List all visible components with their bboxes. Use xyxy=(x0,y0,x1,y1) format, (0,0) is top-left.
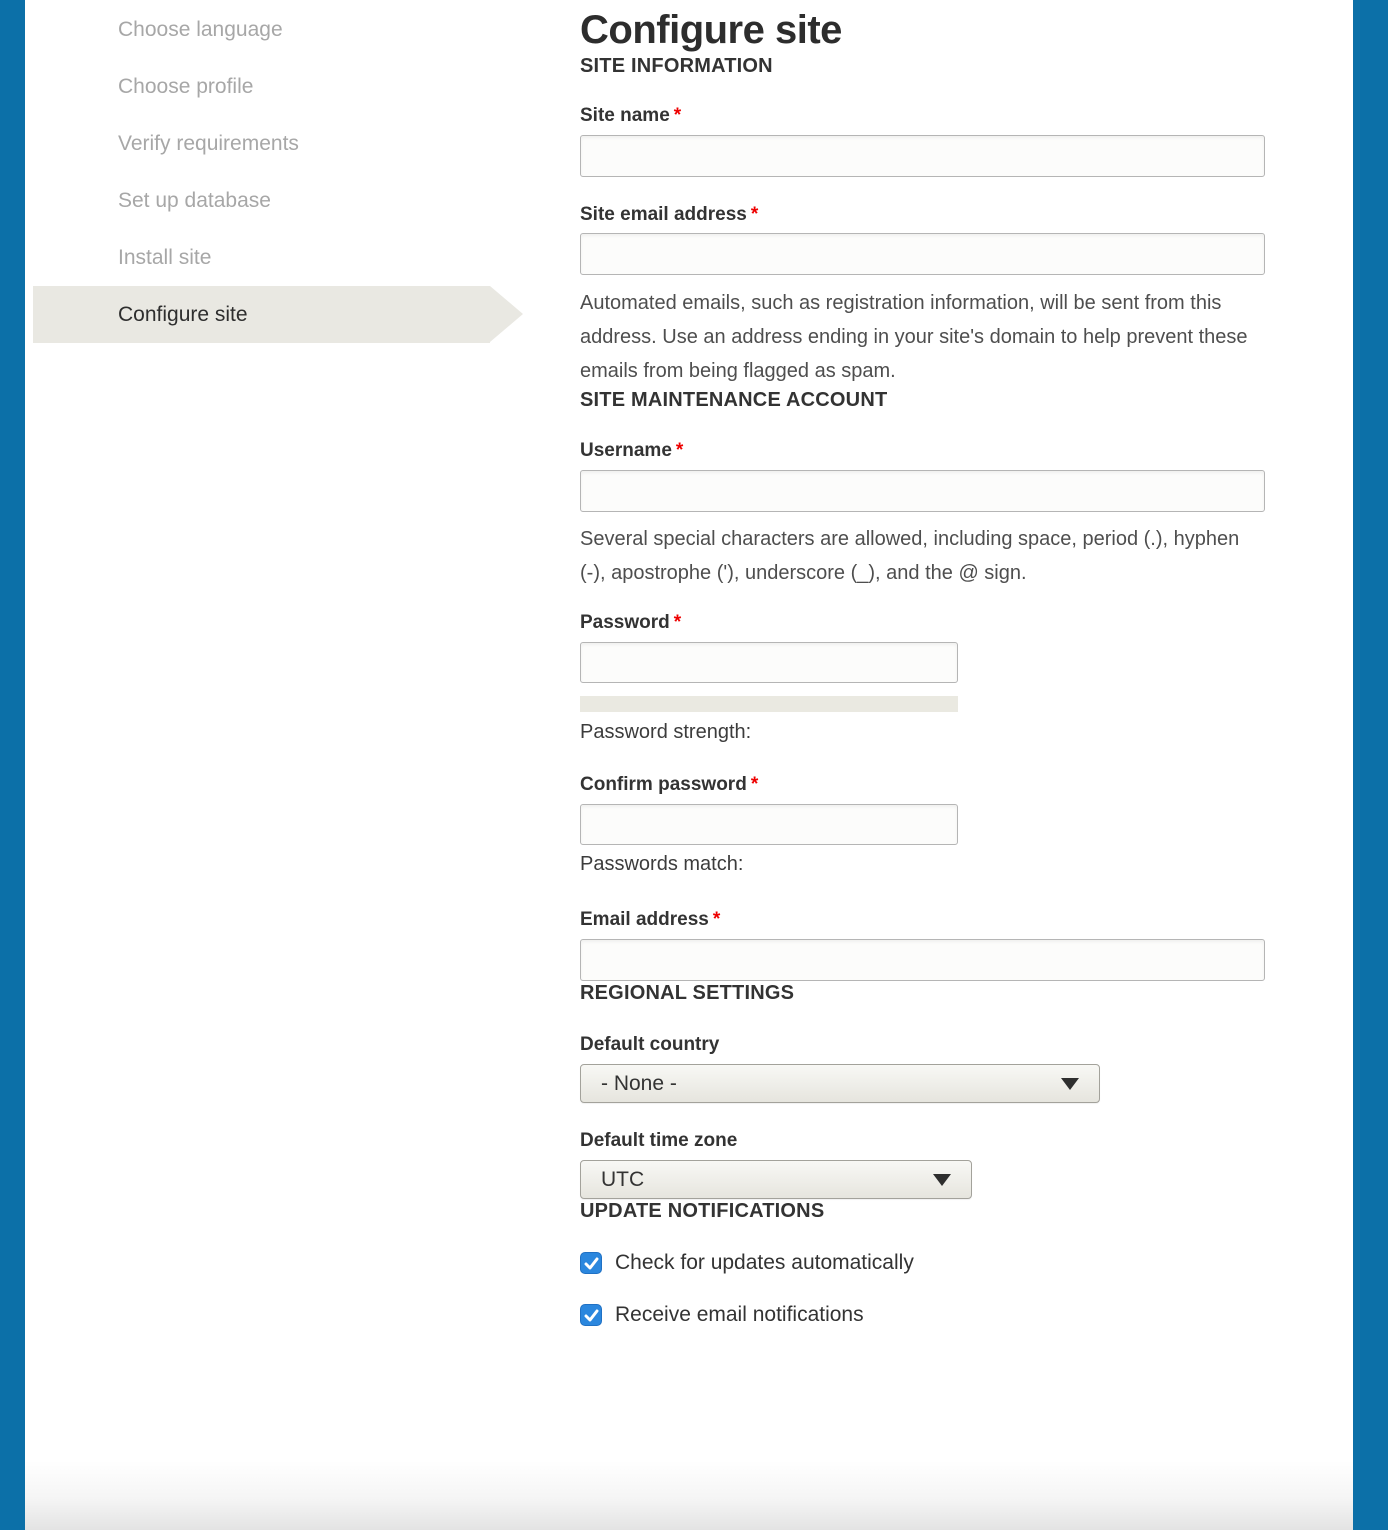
step-set-up-database xyxy=(25,172,580,229)
confirm-password-label: Confirm password * xyxy=(580,774,759,795)
section-heading-site-information: SITE INFORMATION xyxy=(580,55,773,77)
confirm-password-input[interactable] xyxy=(580,804,958,845)
site-name-label: Site name * xyxy=(580,105,682,126)
required-marker: * xyxy=(675,440,684,461)
check-updates-checkbox[interactable] xyxy=(580,1252,602,1274)
email-notifications-checkbox[interactable] xyxy=(580,1304,602,1326)
installer-page xyxy=(25,0,1353,1530)
password-label: Password * xyxy=(580,612,682,633)
required-marker: * xyxy=(750,774,759,795)
password-strength-label: Password strength: xyxy=(580,721,752,743)
section-heading-maintenance-account: SITE MAINTENANCE ACCOUNT xyxy=(580,389,888,411)
account-email-label: Email address * xyxy=(580,909,721,930)
selected-country-value: - None - xyxy=(601,1071,677,1095)
step-label: Set up database xyxy=(118,188,271,212)
site-email-input[interactable] xyxy=(580,233,1265,275)
account-email-input[interactable] xyxy=(580,939,1265,981)
page-title: Configure site xyxy=(580,8,842,52)
active-step-arrow-icon xyxy=(490,286,523,342)
step-verify-requirements xyxy=(25,115,580,172)
section-heading-update-notifications: UPDATE NOTIFICATIONS xyxy=(580,1200,825,1222)
required-marker: * xyxy=(750,204,759,225)
required-marker: * xyxy=(712,909,721,930)
email-notifications-label[interactable]: Receive email notifications xyxy=(615,1303,864,1326)
check-updates-label[interactable]: Check for updates automatically xyxy=(615,1251,914,1274)
password-input[interactable] xyxy=(580,642,958,683)
chevron-down-icon xyxy=(1061,1078,1079,1090)
site-email-label: Site email address * xyxy=(580,204,759,225)
step-configure-site-active xyxy=(33,286,490,343)
default-country-select[interactable] xyxy=(580,1064,1100,1103)
step-label: Install site xyxy=(118,245,212,269)
username-help: Several special characters are allowed, including space, period (.), hyphen (-), apostrophe ('), underscore (_), and the @ sign. xyxy=(580,528,1240,584)
required-marker: * xyxy=(673,105,682,126)
default-country-label: Default country xyxy=(580,1034,720,1055)
default-timezone-label: Default time zone xyxy=(580,1130,738,1151)
required-marker: * xyxy=(673,612,682,633)
step-install-site xyxy=(25,229,580,286)
site-name-input[interactable] xyxy=(580,135,1265,177)
install-steps-sidebar xyxy=(25,0,580,1530)
step-label: Verify requirements xyxy=(118,131,299,155)
step-label: Choose language xyxy=(118,17,283,41)
step-label: Choose profile xyxy=(118,74,254,98)
check-updates-row xyxy=(580,1251,1265,1275)
step-choose-profile xyxy=(25,58,580,115)
default-timezone-select[interactable] xyxy=(580,1160,972,1199)
username-label: Username * xyxy=(580,440,684,461)
site-email-help: Automated emails, such as registration information, will be sent from this address. Use an address ending in your site's domain to help prevent these emails from being flagged as spam. xyxy=(580,292,1248,382)
step-label: Configure site xyxy=(118,302,248,326)
email-notifications-row xyxy=(580,1303,1265,1327)
configure-site-form xyxy=(580,0,1265,1530)
password-strength-bar xyxy=(580,696,958,712)
checkmark-icon xyxy=(584,1257,599,1270)
username-input[interactable] xyxy=(580,470,1265,512)
chevron-down-icon xyxy=(933,1174,951,1186)
selected-timezone-value: UTC xyxy=(601,1167,645,1191)
checkmark-icon xyxy=(584,1309,599,1322)
section-heading-regional-settings: REGIONAL SETTINGS xyxy=(580,982,795,1004)
step-choose-language xyxy=(25,1,580,58)
passwords-match-label: Passwords match: xyxy=(580,853,744,875)
